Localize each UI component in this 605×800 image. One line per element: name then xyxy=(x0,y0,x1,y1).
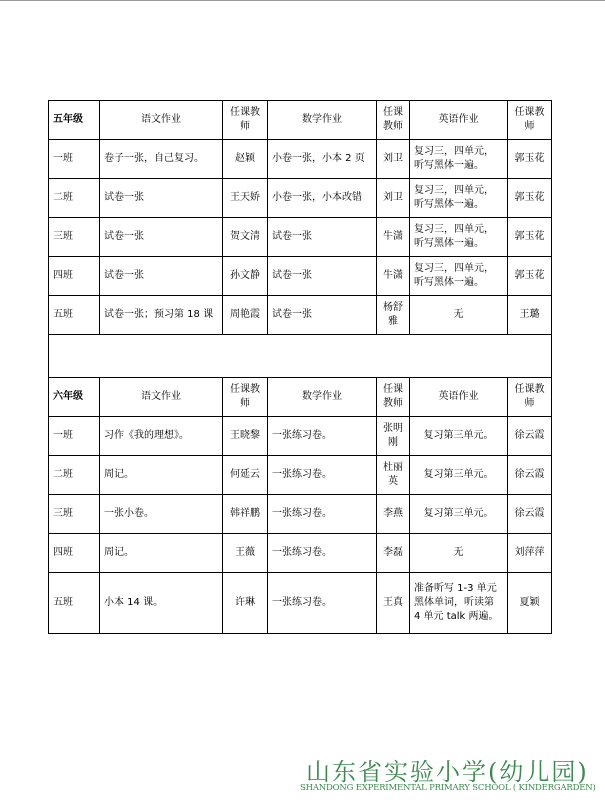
class-label: 四班 xyxy=(49,534,100,573)
section-spacer xyxy=(49,335,552,378)
english-teacher: 夏颖 xyxy=(508,573,552,634)
class-label: 五班 xyxy=(49,573,100,634)
chinese-homework: 卷子一张，自己复习。 xyxy=(100,140,223,179)
teacher-header: 任课教师 xyxy=(508,378,552,417)
section-spacer-row xyxy=(49,335,552,378)
chinese-teacher: 赵颖 xyxy=(223,140,268,179)
table-row xyxy=(49,218,552,257)
chinese-homework: 小本 14 课。 xyxy=(100,573,223,634)
math-homework: 小卷一张，小本改错 xyxy=(268,179,377,218)
table-row xyxy=(49,456,552,495)
chinese-header: 语文作业 xyxy=(100,378,223,417)
class-label: 三班 xyxy=(49,218,100,257)
english-teacher: 徐云霞 xyxy=(508,417,552,456)
class-label: 二班 xyxy=(49,456,100,495)
class-label: 五班 xyxy=(49,296,100,335)
english-homework: 复习三，四单元，听写黑体一遍。 xyxy=(410,257,508,296)
math-homework: 一张练习卷。 xyxy=(268,495,377,534)
math-teacher: 牛潇 xyxy=(377,257,410,296)
grade5-header-row xyxy=(49,101,552,140)
math-header: 数学作业 xyxy=(268,101,377,140)
class-label: 三班 xyxy=(49,495,100,534)
english-homework: 复习第三单元。 xyxy=(410,417,508,456)
chinese-homework: 周记。 xyxy=(100,456,223,495)
english-homework: 复习三，四单元，听写黑体一遍。 xyxy=(410,179,508,218)
class-label: 二班 xyxy=(49,179,100,218)
english-teacher: 刘萍萍 xyxy=(508,534,552,573)
chinese-homework: 习作《我的理想》。 xyxy=(100,417,223,456)
english-homework: 准备听写 1-3 单元黑体单词，听读第 4 单元 talk 两遍。 xyxy=(410,573,508,634)
school-name-cn: 山东省实验小学(幼儿园) xyxy=(306,758,589,786)
table-row xyxy=(49,296,552,335)
grade6-label: 六年级 xyxy=(49,378,100,417)
teacher-header: 任课教师 xyxy=(508,101,552,140)
chinese-homework: 周记。 xyxy=(100,534,223,573)
table-row xyxy=(49,495,552,534)
homework-table xyxy=(48,100,552,634)
english-teacher: 王璐 xyxy=(508,296,552,335)
table-row xyxy=(49,534,552,573)
math-homework: 一张练习卷。 xyxy=(268,456,377,495)
teacher-header: 任课教师 xyxy=(377,101,410,140)
english-header: 英语作业 xyxy=(410,378,508,417)
english-teacher: 郭玉花 xyxy=(508,257,552,296)
math-teacher: 张明刚 xyxy=(377,417,410,456)
math-teacher: 刘卫 xyxy=(377,140,410,179)
english-teacher: 徐云霞 xyxy=(508,495,552,534)
math-teacher: 杜丽英 xyxy=(377,456,410,495)
class-label: 一班 xyxy=(49,417,100,456)
math-homework: 小卷一张，小本 2 页 xyxy=(268,140,377,179)
math-homework: 试卷一张 xyxy=(268,296,377,335)
school-name-en: SHANDONG EXPERIMENTAL PRIMARY SCHOOL ( KINDERGARDEN) xyxy=(300,783,596,793)
chinese-homework: 一张小卷。 xyxy=(100,495,223,534)
teacher-header: 任课教师 xyxy=(223,378,268,417)
math-header: 数学作业 xyxy=(268,378,377,417)
chinese-teacher: 何延云 xyxy=(223,456,268,495)
top-rule xyxy=(0,0,605,1)
math-homework: 一张练习卷。 xyxy=(268,534,377,573)
table-row xyxy=(49,417,552,456)
class-label: 一班 xyxy=(49,140,100,179)
math-teacher: 刘卫 xyxy=(377,179,410,218)
chinese-teacher: 韩祥鹏 xyxy=(223,495,268,534)
chinese-homework: 试卷一张 xyxy=(100,218,223,257)
chinese-teacher: 贺文清 xyxy=(223,218,268,257)
english-homework: 复习三，四单元，听写黑体一遍。 xyxy=(410,218,508,257)
table-row xyxy=(49,573,552,634)
english-homework: 复习第三单元。 xyxy=(410,495,508,534)
chinese-header: 语文作业 xyxy=(100,101,223,140)
english-teacher: 郭玉花 xyxy=(508,218,552,257)
chinese-homework: 试卷一张；预习第 18 课 xyxy=(100,296,223,335)
english-teacher: 徐云霞 xyxy=(508,456,552,495)
english-teacher: 郭玉花 xyxy=(508,140,552,179)
teacher-header: 任课教师 xyxy=(223,101,268,140)
english-homework: 复习三，四单元，听写黑体一遍。 xyxy=(410,140,508,179)
chinese-homework: 试卷一张 xyxy=(100,179,223,218)
english-teacher: 郭玉花 xyxy=(508,179,552,218)
math-teacher: 杨舒雅 xyxy=(377,296,410,335)
english-homework: 无 xyxy=(410,296,508,335)
chinese-teacher: 许琳 xyxy=(223,573,268,634)
chinese-homework: 试卷一张 xyxy=(100,257,223,296)
chinese-teacher: 王晓黎 xyxy=(223,417,268,456)
math-homework: 试卷一张 xyxy=(268,257,377,296)
math-teacher: 牛潇 xyxy=(377,218,410,257)
chinese-teacher: 王薇 xyxy=(223,534,268,573)
math-teacher: 李磊 xyxy=(377,534,410,573)
grade5-label: 五年级 xyxy=(49,101,100,140)
math-teacher: 王真 xyxy=(377,573,410,634)
table-row xyxy=(49,179,552,218)
table-row xyxy=(49,140,552,179)
math-homework: 一张练习卷。 xyxy=(268,573,377,634)
table-row xyxy=(49,257,552,296)
math-homework: 一张练习卷。 xyxy=(268,417,377,456)
chinese-teacher: 周艳霞 xyxy=(223,296,268,335)
grade6-header-row xyxy=(49,378,552,417)
teacher-header: 任课教师 xyxy=(377,378,410,417)
math-homework: 试卷一张 xyxy=(268,218,377,257)
chinese-teacher: 王天娇 xyxy=(223,179,268,218)
math-teacher: 李燕 xyxy=(377,495,410,534)
english-homework: 无 xyxy=(410,534,508,573)
english-header: 英语作业 xyxy=(410,101,508,140)
class-label: 四班 xyxy=(49,257,100,296)
chinese-teacher: 孙文静 xyxy=(223,257,268,296)
english-homework: 复习第三单元。 xyxy=(410,456,508,495)
